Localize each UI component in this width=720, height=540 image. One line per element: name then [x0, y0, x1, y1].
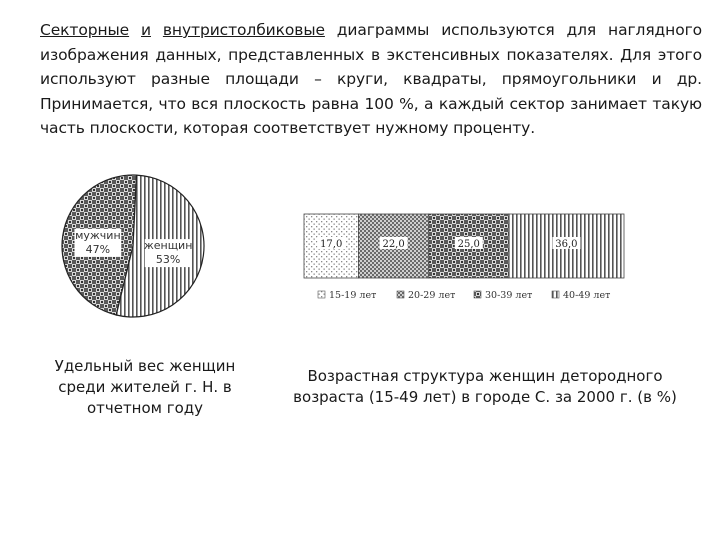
pie-value-label-1: 53% — [155, 253, 181, 267]
legend-swatch-3 — [552, 291, 559, 298]
term-intracolumn: внутристолбиковые — [162, 21, 325, 39]
pie-label-0: мужчин — [75, 228, 121, 242]
bar-caption: Возрастная структура женщин детородного возраста (15-49 лет) в городе С. за 2000 г. (в %) — [293, 367, 677, 406]
bar-value-label-2: 25,0 — [457, 239, 480, 250]
bar-value-label-3: 36,0 — [555, 239, 578, 250]
legend-label-1: 20-29 лет — [408, 290, 456, 301]
legend-swatch-2 — [474, 291, 481, 298]
legend-swatch-0 — [318, 291, 325, 298]
pie-label-1: женщин — [143, 239, 193, 253]
bar-value-label-1: 22,0 — [382, 239, 405, 250]
term-conj: и — [141, 21, 151, 39]
legend-label-2: 30-39 лет — [485, 290, 533, 301]
term-sector: Секторные — [40, 21, 130, 39]
stacked-bar-chart — [304, 214, 624, 301]
intro-text: диаграммы используются для наглядного изображения данных, представленных в экстенсивных показателях. Для этого используют разные площади – круги, квадраты, прямоугольники и др. Принимается, что вся плоскость равна 100 %, а каждый сектор занимает такую часть плоскости, которая соответствует нужному проценту. — [40, 21, 703, 137]
legend-label-0: 15-19 лет — [329, 290, 377, 301]
pie-caption: Удельный вес женщин среди жителей г. Н. в отчетном году — [54, 357, 236, 417]
bar-value-label-0: 17,0 — [320, 239, 343, 250]
legend-label-3: 40-49 лет — [563, 290, 611, 301]
legend-swatch-1 — [397, 291, 404, 298]
pie-value-label-0: 47% — [85, 242, 111, 256]
pie-chart — [62, 175, 204, 317]
